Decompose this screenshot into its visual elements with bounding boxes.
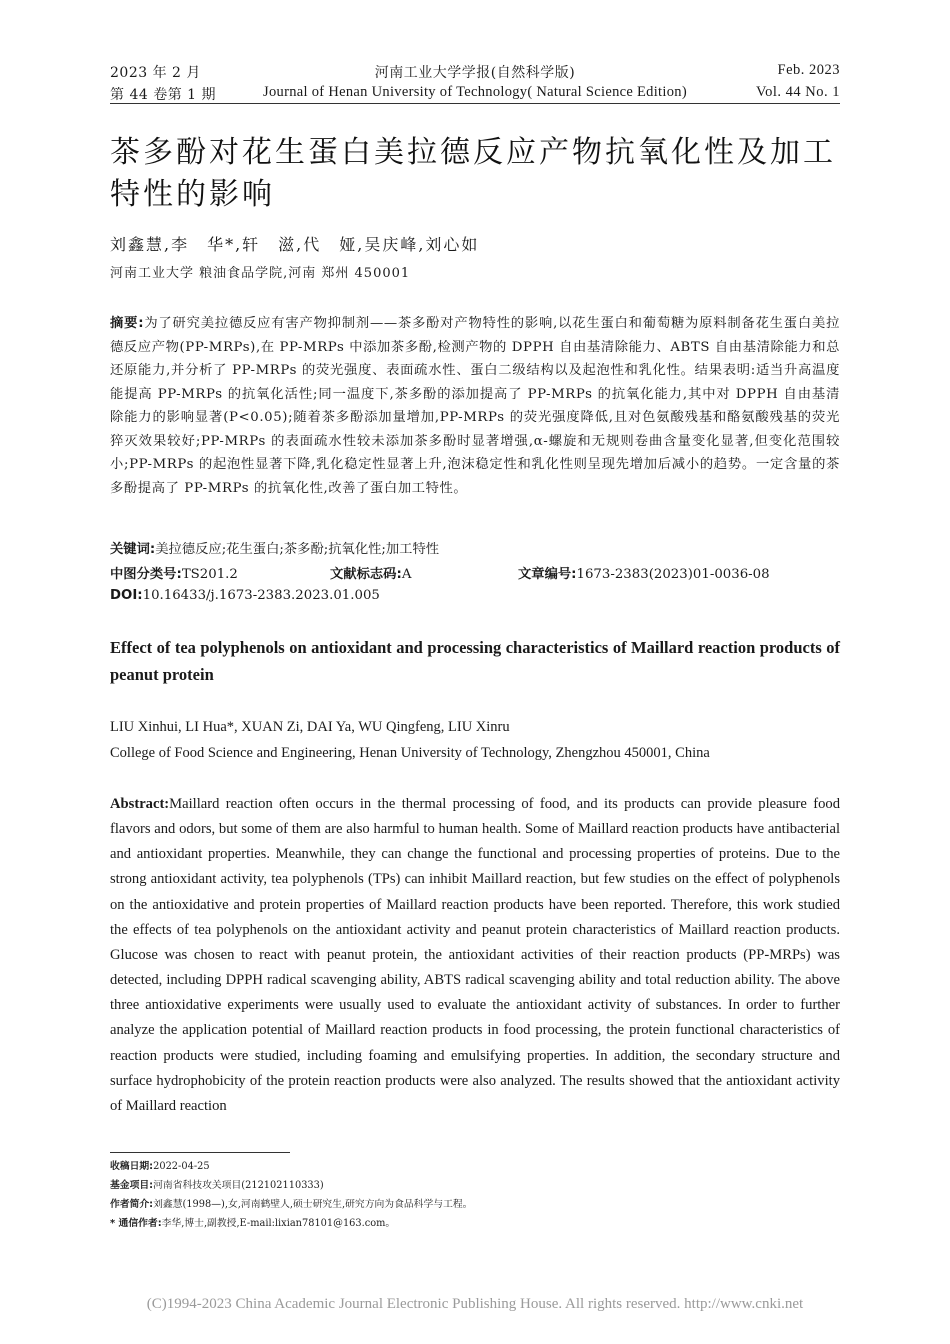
clc-label: 中图分类号: (110, 567, 182, 582)
doi (110, 588, 380, 603)
header-date-cn: 2023 年 2 月 (110, 65, 201, 81)
footnote-corresponding (110, 1215, 395, 1229)
page-title-cn: 茶多酚对花生蛋白美拉德反应产物抗氧化性及加工特性的影响 (110, 135, 836, 212)
abstract-cn-label: 摘要: (110, 316, 145, 331)
authors-cn: 刘鑫慧,李 华*,轩 滋,代 娅,吴庆峰,刘心如 (110, 235, 480, 254)
doi-value: 10.16433/j.1673-2383.2023.01.005 (142, 588, 380, 603)
footnote-received (110, 1158, 210, 1172)
article-number (518, 563, 770, 582)
doc-code-label: 文献标志码: (330, 567, 402, 582)
header-journal-cn: 河南工业大学学报(自然科学版) (374, 65, 576, 81)
footnote-divider (110, 1152, 290, 1153)
authors-en: LIU Xinhui, LI Hua*, XUAN Zi, DAI Ya, WU Qingfeng, LIU Xinru (110, 719, 510, 735)
abstract-cn-text: 为了研究美拉德反应有害产物抑制剂——茶多酚对产物特性的影响,以花生蛋白和葡萄糖为原料制备花生蛋白美拉德反应产物(PP-MRPs),在 PP-MRPs 中添加茶多酚,检测产物的 DPPH 自由基清除能力、ABTS 自由基清除能力和总还原能力,并分析了 PP-MRPs 的荧光强度、表面疏水性、蛋白二级结构以及起泡性和乳化性。结果表明:适当升高温度能提高 PP-MRPs 的抗氧化活性;同一温度下,茶多酚的添加提高了 PP-MRPs 的抗氧化能力,其中对 DPPH 自由基清除能力的影响显著(P<0.05);随着茶多酚添加量增加,PP-MRPs 的荧光强度降低,且对色氨酸残基和酪氨酸残基的荧光猝灭效果较好;PP-MRPs 的表面疏水性较未添加茶多酚时显著增强,α-螺旋和无规则卷曲含量变化显著,但变化范围较小;PP-MRPs 的起泡性显著下降,乳化稳定性显著上升,泡沫稳定性和乳化性则呈现先增加后减小的趋势。一定含量的茶多酚提高了 PP-MRPs 的抗氧化性,改善了蛋白加工特性。 (110, 316, 840, 496)
affiliation-en: College of Food Science and Engineering, Henan University of Technology, Zhengzhou 450001, China (110, 745, 710, 761)
footnote-corresponding-label: * 通信作者: (110, 1218, 162, 1229)
header-issue-en: Vol. 44 No. 1 (756, 84, 840, 100)
header-journal-en: Journal of Henan University of Technology( Natural Science Edition) (263, 84, 687, 100)
footnote-author-bio-label: 作者简介: (110, 1199, 154, 1210)
affiliation-cn: 河南工业大学 粮油食品学院,河南 郑州 450001 (110, 266, 411, 281)
doc-code-value: A (401, 567, 412, 582)
footnote-corresponding-text: 李华,博士,副教授,E-mail:lixian78101@163.com。 (161, 1218, 396, 1229)
footnote-author-bio-text: 刘鑫慧(1998—),女,河南鹤壁人,硕士研究生,研究方向为食品科学与工程。 (153, 1199, 473, 1210)
page-title-en: Effect of tea polyphenols on antioxidant and processing characteristics of Maillard reaction products of peanut protein (110, 638, 840, 684)
header-divider (110, 103, 840, 104)
abstract-en-label: Abstract: (110, 796, 170, 812)
clc-number (110, 563, 238, 582)
abstract-en (110, 792, 840, 1119)
keywords-cn (110, 538, 840, 557)
keywords-cn-label: 关键词: (110, 542, 156, 557)
footnote-funding (110, 1177, 324, 1191)
footnote-funding-label: 基金项目: (110, 1180, 154, 1191)
abstract-en-text: Maillard reaction often occurs in the thermal processing of food, and its products can provide pleasure food flavors and odors, but some of them are also harmful to human health. Some of Maillard reaction products have antibacterial and antioxidant properties. Meanwhile, they can change the functional and processing properties of proteins. Due to the strong antioxidant activity, tea polyphenols (TPs) can inhibit Maillard reaction, but few studies on the effect of polyphenols on the antioxidative and protein properties of Maillard reaction products have been reported. Therefore, this work studied the effects of tea polyphenols on the antioxidant activity and peanut protein characteristics of Maillard reaction products. Glucose was chosen to react with peanut protein, the antioxidant activities of their reaction products (PP-MRPs) was detected, including DPPH radical scavenging ability, ABTS radical scavenging ability and total reduction ability. The above three antioxidative experiments were usually used to evaluate the antioxidant activity of substances. In order to further analyze the application potential of Maillard reaction products in food processing, the protein functional characteristics of reaction products were studied, including foaming and emulsifying properties. In addition, the secondary structure and surface hydrophobicity of the protein reaction products were also analyzed. The results showed that the antioxidant activity of Maillard reaction (110, 796, 840, 1114)
clc-value: TS201.2 (181, 567, 238, 582)
footnote-funding-text: 河南省科技攻关项目(212102110333) (153, 1180, 324, 1191)
keywords-cn-text: 美拉德反应;花生蛋白;茶多酚;抗氧化性;加工特性 (155, 542, 440, 557)
footnote-received-label: 收稿日期: (110, 1161, 154, 1172)
article-number-label: 文章编号: (518, 567, 577, 582)
header-issue-cn: 第 44 卷第 1 期 (110, 87, 217, 103)
footnote-author-bio (110, 1196, 472, 1210)
doi-label: DOI: (110, 588, 143, 603)
abstract-cn (110, 312, 840, 500)
article-number-value: 1673-2383(2023)01-0036-08 (576, 567, 770, 582)
footnote-received-text: 2022-04-25 (153, 1161, 210, 1172)
doc-code (330, 563, 411, 582)
header-date-en: Feb. 2023 (777, 62, 840, 78)
copyright-notice: (C)1994-2023 China Academic Journal Electronic Publishing House. All rights reserved. http://www.cnki.net (146, 1296, 804, 1312)
